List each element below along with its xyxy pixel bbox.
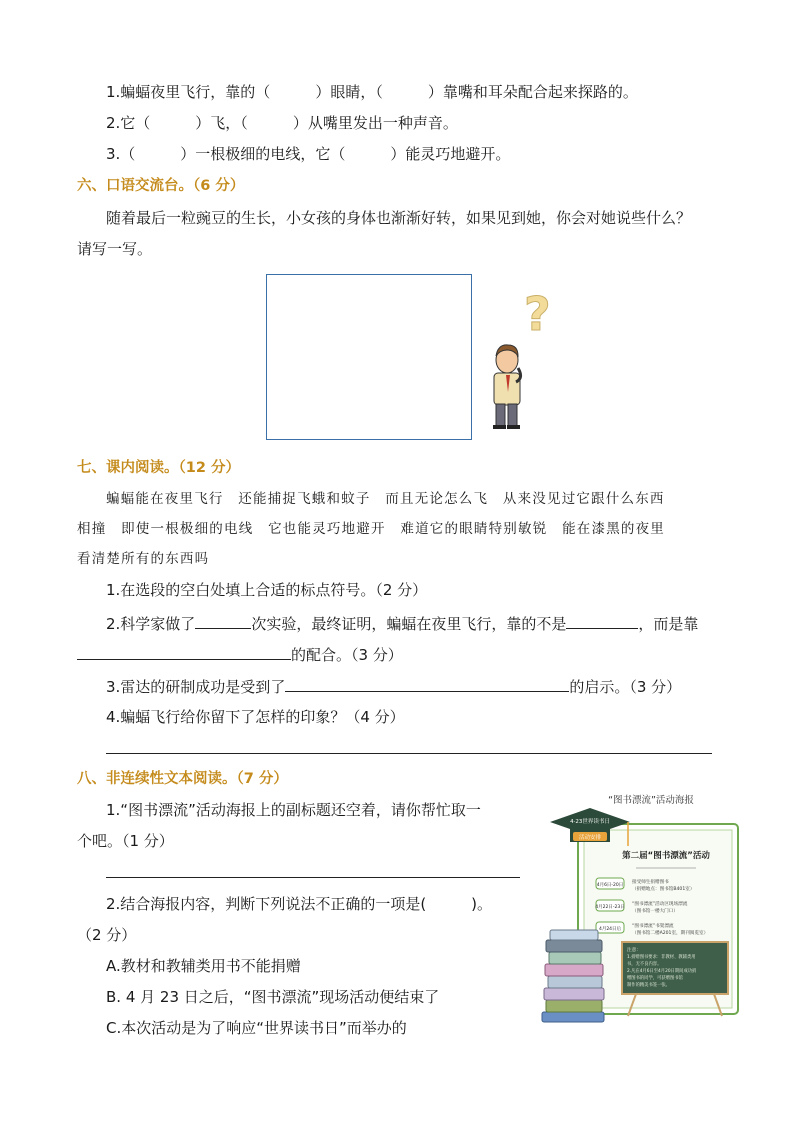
passage-line-2: 相撞 即使一根极细的电线 它也能灵巧地避开 难道它的眼睛特别敏锐 能在漆黑的夜里 — [77, 521, 665, 537]
poster-row-text: “图书漂流”书架漂流 — [632, 924, 674, 929]
s7-q2-part-b: 次实验，最终证明，蝙蝠在夜里飞行，靠的不是 — [251, 615, 567, 633]
s6-prompt-line1: 随着最后一粒豌豆的生长，小女孩的身体也渐渐好转，如果见到她，你会对她说些什么？ — [106, 209, 692, 227]
poster-row-text: （图书馆二楼A201室，期刊阅览室） — [632, 931, 709, 936]
s7-q3-part-b: 的启示。（3 分） — [569, 678, 682, 696]
answer-line[interactable] — [106, 753, 712, 754]
fill-blank[interactable] — [77, 644, 291, 660]
note-line: 书，无不良内容。 — [627, 962, 662, 967]
note-line: 2.凡在4月6日至4月20日期间成功捐 — [627, 969, 697, 974]
s7-question-3 — [106, 676, 681, 697]
option-c[interactable]: C.本次活动是为了响应“世界读书日”而举办的 — [106, 1019, 407, 1037]
poster-row-text: （捐赠地点：图书馆B401室） — [632, 887, 695, 892]
fill-blank[interactable] — [195, 613, 251, 629]
poster-row-date: 4月24日后 — [598, 927, 622, 932]
s5-question-3: 3.（ ）一根极细的电线，它（ ）能灵巧地避开。 — [106, 145, 511, 163]
poster-title: 第二届“图书漂流”活动 — [622, 851, 710, 861]
s5-question-2: 2.它（ ）飞，（ ）从嘴里发出一种声音。 — [106, 114, 458, 132]
s8-question-1-line1: 1.“图书漂流”活动海报上的副标题还空着，请你帮忙取一 — [106, 801, 481, 819]
passage-line-3: 看清楚所有的东西吗 — [77, 551, 210, 567]
section-6-title: 六、口语交流台。（6 分） — [77, 178, 245, 194]
s8-question-2-line1: 2.结合海报内容，判断下列说法不正确的一项是( )。 — [106, 895, 493, 913]
answer-box[interactable] — [266, 274, 472, 440]
s7-question-1: 1.在选段的空白处填上合适的标点符号。（2 分） — [106, 581, 428, 599]
answer-line[interactable] — [106, 877, 520, 878]
s7-q2-part-c: ，而是靠 — [638, 615, 699, 633]
poster-row-text: “图书漂流”活动区现场漂流 — [632, 902, 688, 907]
s6-prompt-line2: 请写一写。 — [77, 240, 153, 258]
cap-label: 4·23世界读书日 — [570, 819, 610, 825]
poster-row-text: （图书馆一楼大门口） — [632, 909, 678, 914]
passage-line-1: 蝙蝠能在夜里飞行 还能捕捉飞蛾和蚊子 而且无论怎么飞 从来没见过它跟什么东西 — [106, 491, 665, 507]
book-drifting-poster — [540, 786, 746, 1034]
section-8-title: 八、非连续性文本阅读。（7 分） — [77, 771, 288, 787]
thinking-man-illustration — [480, 282, 560, 432]
s7-q2-part-a: 2.科学家做了 — [106, 615, 196, 633]
option-b[interactable]: B. 4 月 23 日之后，“图书漂流”现场活动便结束了 — [106, 988, 440, 1006]
s7-question-2-line2 — [77, 644, 403, 665]
s7-q3-part-a: 3.雷达的研制成功是受到了 — [106, 678, 286, 696]
s5-question-1: 1.蝙蝠夜里飞行，靠的（ ）眼睛，（ ）靠嘴和耳朵配合起来探路的。 — [106, 83, 638, 101]
option-a[interactable]: A.教材和教辅类用书不能捐赠 — [106, 957, 301, 975]
cap-subtitle: 活动安排 — [578, 835, 602, 841]
fill-blank[interactable] — [566, 613, 638, 629]
s8-question-2-line2: （2 分） — [77, 926, 137, 944]
s8-question-1-line2: 个吧。（1 分） — [77, 832, 174, 850]
poster-row-date: 4月22日-23日 — [595, 905, 625, 910]
poster-row-date: 4月6日-20日 — [596, 883, 624, 888]
note-line: 赠图书的同学，可获赠图书馆 — [627, 976, 683, 981]
poster-caption: “图书漂流”活动海报 — [608, 795, 694, 806]
fill-blank[interactable] — [285, 676, 569, 692]
note-title: 注意： — [627, 948, 641, 953]
note-line: 制作的精美书签一张。 — [627, 983, 670, 988]
section-7-title: 七、课内阅读。（12 分） — [77, 460, 240, 476]
book-stack-icon — [542, 930, 604, 1022]
s7-question-2-line1 — [106, 613, 698, 634]
poster-row-text: 接受师生捐赠图书 — [632, 880, 669, 885]
question-mark-icon: ? — [524, 287, 551, 341]
s7-question-4: 4.蝙蝠飞行给你留下了怎样的印象？（4 分） — [106, 708, 405, 726]
note-line: 1.捐赠图书要求：非教材、教辅类用 — [627, 955, 696, 960]
s7-q2-part-d: 的配合。（3 分） — [291, 646, 403, 664]
